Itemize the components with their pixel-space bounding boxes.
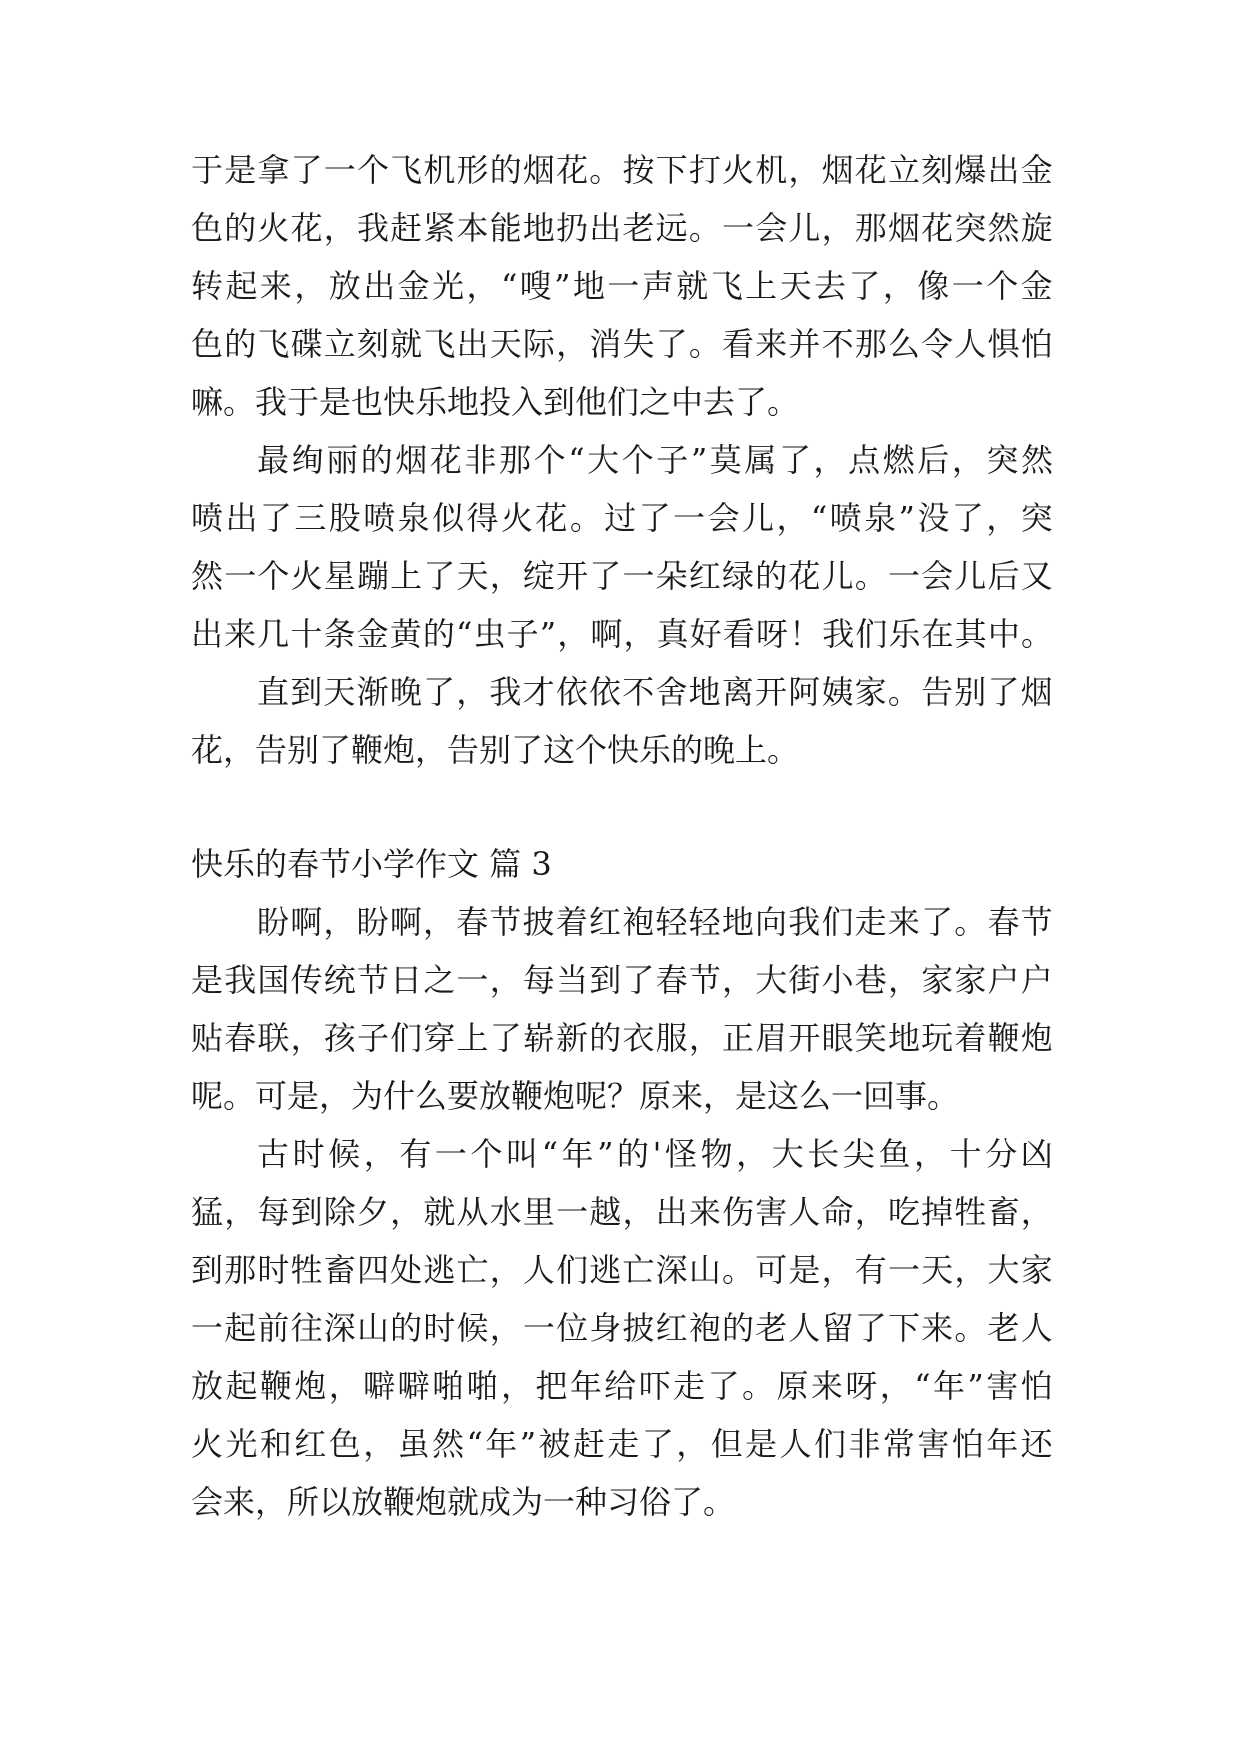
document-page <box>191 0 1061 1754</box>
body-text-line: 直 到 天 渐 晚 了 ， 我 才 依 依 不 舍 地 离 开 阿 姨 家 。 告 别 了 烟 <box>257 673 1053 711</box>
body-text-line: 嘛。我于是也快乐地投入到他们之中去了。 <box>191 383 800 421</box>
body-text-line: 贴 春 联 ， 孩 子 们 穿 上 了 崭 新 的 衣 服 ， 正 眉 开 眼 笑 地 玩 着 鞭 炮 <box>191 1019 1053 1057</box>
body-text-line: 猛 ， 每 到 除 夕 ， 就 从 水 里 一 越 ， 出 来 伤 害 人 命 ， 吃 掉 牲 畜 ， <box>191 1193 1053 1231</box>
body-text-line: 火 光 和 红 色 ， 虽 然 “ 年 ” 被 赶 走 了 ， 但 是 人 们 非 常 害 怕 年 还 <box>191 1425 1053 1463</box>
body-text-line: 出 来 几 十 条 金 黄 的 “ 虫 子 ” ， 啊 ， 真 好 看 呀 ！ 我 们 乐 在 其 中 。 <box>191 615 1053 653</box>
body-text-line: 色 的 火 花 ， 我 赶 紧 本 能 地 扔 出 老 远 。 一 会 儿 ， 那 烟 花 突 然 旋 <box>191 209 1053 247</box>
body-text-line: 花，告别了鞭炮，告别了这个快乐的晚上。 <box>191 731 800 769</box>
body-text-line: 到 那 时 牲 畜 四 处 逃 亡 ， 人 们 逃 亡 深 山 。 可 是 ， 有 一 天 ， 大 家 <box>191 1251 1053 1289</box>
body-text-line: 呢。可是，为什么要放鞭炮呢？原来，是这么一回事。 <box>191 1077 960 1115</box>
body-text-line: 喷 出 了 三 股 喷 泉 似 得 火 花 。 过 了 一 会 儿 ， “ 喷 泉 ” 没 了 ， 突 <box>191 499 1053 537</box>
body-text-line: 盼 啊 ， 盼 啊 ， 春 节 披 着 红 袍 轻 轻 地 向 我 们 走 来 了 。 春 节 <box>257 903 1053 941</box>
body-text-line: 古 时 候 ， 有 一 个 叫 “ 年 ” 的 ' 怪 物 ， 大 长 尖 鱼 ， 十 分 凶 <box>257 1135 1053 1173</box>
body-text-line: 一 起 前 往 深 山 的 时 候 ， 一 位 身 披 红 袍 的 老 人 留 了 下 来 。 老 人 <box>191 1309 1053 1347</box>
body-text-line: 放 起 鞭 炮 ， 噼 噼 啪 啪 ， 把 年 给 吓 走 了 。 原 来 呀 ， “ 年 ” 害 怕 <box>191 1367 1053 1405</box>
body-text-line: 色 的 飞 碟 立 刻 就 飞 出 天 际 ， 消 失 了 。 看 来 并 不 那 么 令 人 惧 怕 <box>191 325 1053 363</box>
body-text-line: 然 一 个 火 星 蹦 上 了 天 ， 绽 开 了 一 朵 红 绿 的 花 儿 。 一 会 儿 后 又 <box>191 557 1053 595</box>
body-text-line: 会来，所以放鞭炮就成为一种习俗了。 <box>191 1483 736 1521</box>
section-heading: 快乐的春节小学作文 篇 3 <box>191 845 552 883</box>
body-text-line: 转 起 来 ， 放 出 金 光 ， “ 嗖 ” 地 一 声 就 飞 上 天 去 了 ， 像 一 个 金 <box>191 267 1053 305</box>
body-text-line: 于 是 拿 了 一 个 飞 机 形 的 烟 花 。 按 下 打 火 机 ， 烟 花 立 刻 爆 出 金 <box>191 151 1053 189</box>
body-text-line: 是 我 国 传 统 节 日 之 一 ， 每 当 到 了 春 节 ， 大 街 小 巷 ， 家 家 户 户 <box>191 961 1053 999</box>
body-text-line: 最 绚 丽 的 烟 花 非 那 个 “ 大 个 子 ” 莫 属 了 ， 点 燃 后 ， 突 然 <box>257 441 1053 479</box>
